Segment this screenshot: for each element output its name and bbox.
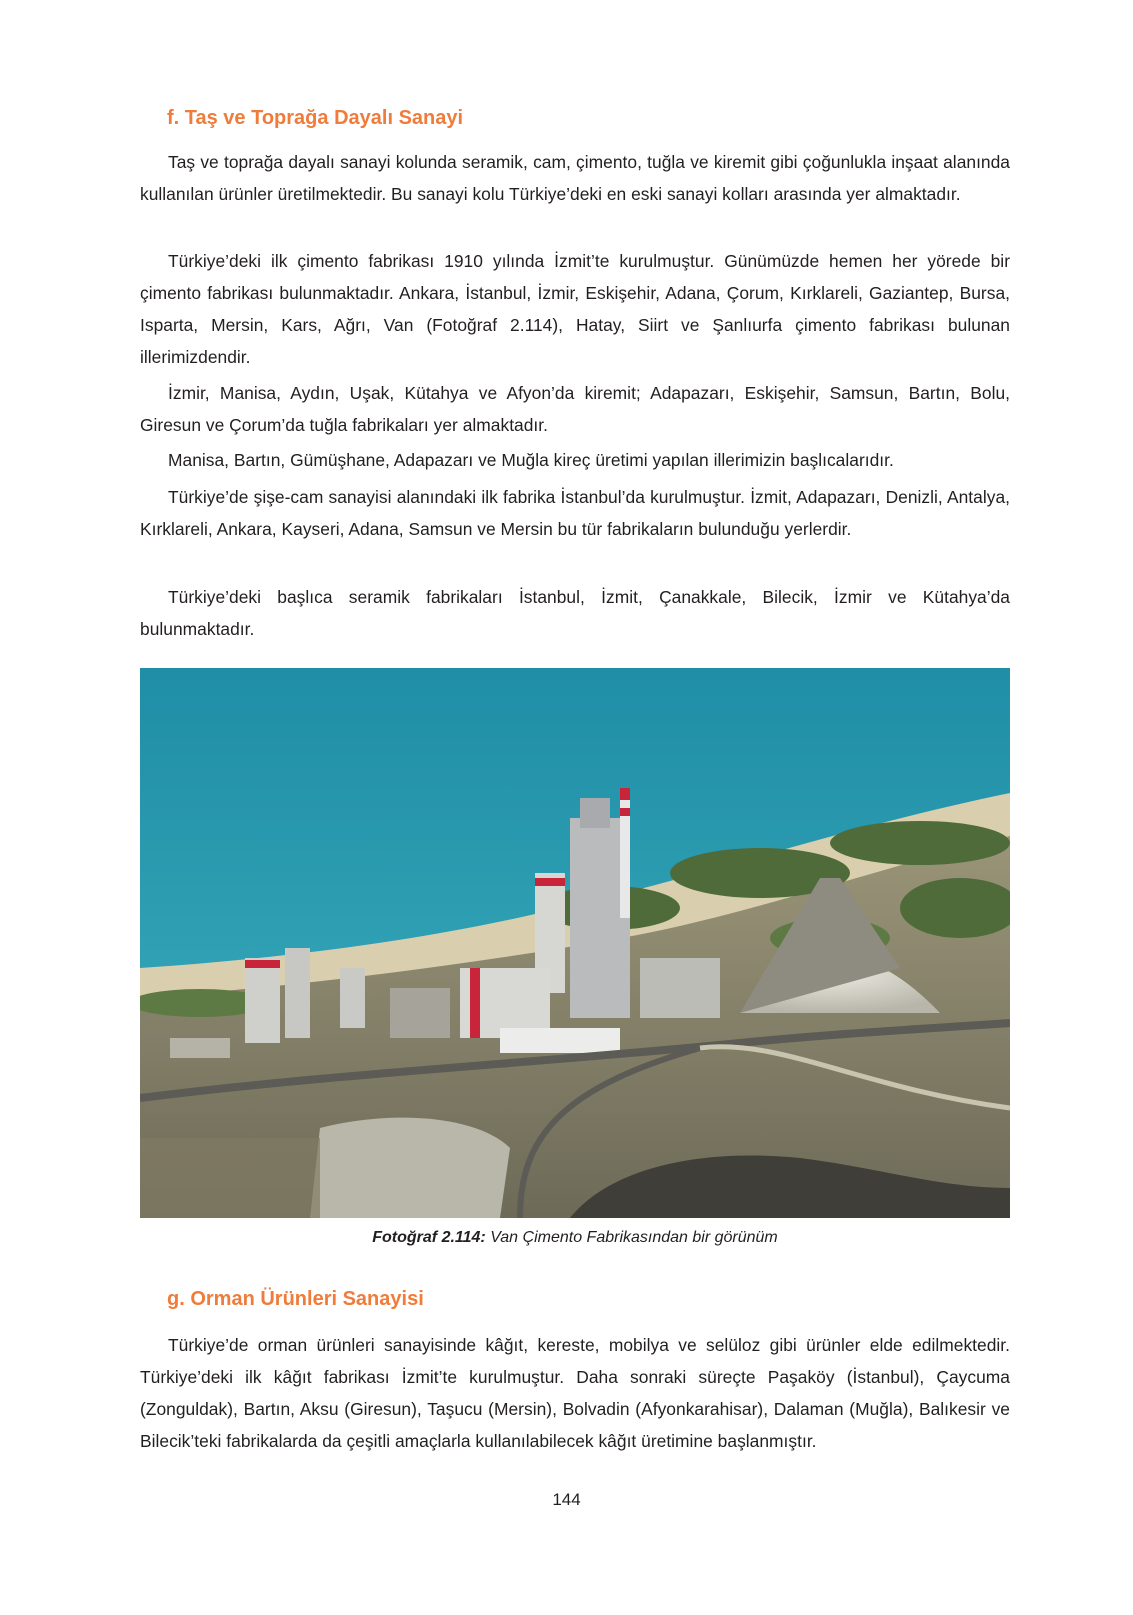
- section-f-paragraph-3: İzmir, Manisa, Aydın, Uşak, Kütahya ve Afyon’da kiremit; Adapazarı, Eskişehir, Samsun, Bartın, Bolu, Giresun ve Çorum’da tuğla fabrikaları yer almaktadır.: [140, 383, 1010, 435]
- section-f-paragraph-2: Türkiye’deki ilk çimento fabrikası 1910 yılında İzmit’te kurulmuştur. Günümüzde hemen her yörede bir çimento fabrikası bulunmaktadır. Ankara, İstanbul, İzmir, Eskişehir, Adana, Çorum, Kırklareli, Gaziantep, Bursa, Isparta, Mersin, Kars, Ağrı, Van (Fotoğraf 2.114), Hatay, Siirt ve Şanlıurfa çimento fabrikası bulunan illerimizdendir.: [140, 251, 1010, 367]
- section-g-paragraph-1: Türkiye’de orman ürünleri sanayisinde kâğıt, kereste, mobilya ve selüloz gibi ürünler elde edilmektedir. Türkiye’deki ilk kâğıt fabrikası İzmit’te kurulmuştur. Daha sonraki süreçte Paşaköy (İstanbul), Çaycuma (Zonguldak), Bartın, Aksu (Giresun), Taşucu (Mersin), Bolvadin (Afyonkarahisar), Dalaman (Muğla), Balıkesir ve Bilecik’teki fabrikalarda da çeşitli amaçlarla kullanılabilecek kâğıt üretimine başlanmıştır.: [140, 1335, 1010, 1451]
- section-f-paragraph-6: Türkiye’deki başlıca seramik fabrikaları İstanbul, İzmit, Çanakkale, Bilecik, İzmir ve Kütahya’da bulunmaktadır.: [140, 587, 1010, 639]
- section-f-paragraph-1: Taş ve toprağa dayalı sanayi kolunda seramik, cam, çimento, tuğla ve kiremit gibi çoğunlukla inşaat alanında kullanılan ürünler üretilmektedir. Bu sanayi kolu Türkiye’deki en eski sanayi kolları arasında yer almaktadır.: [140, 152, 1010, 204]
- section-f-paragraph-5: Türkiye’de şişe-cam sanayisi alanındaki ilk fabrika İstanbul’da kurulmuştur. İzmit, Adapazarı, Denizli, Antalya, Kırklareli, Ankara, Kayseri, Adana, Samsun ve Mersin bu tür fabrikaların bulunduğu yerlerdir.: [140, 487, 1010, 539]
- section-f-heading: f. Taş ve Toprağa Dayalı Sanayi: [167, 107, 464, 129]
- caption-label: Fotoğraf 2.114:: [372, 1229, 486, 1246]
- quarry: [310, 1118, 510, 1218]
- page-number: 144: [552, 1490, 581, 1509]
- photo-caption: [140, 1229, 1010, 1247]
- section-f-paragraph-4: Manisa, Bartın, Gümüşhane, Adapazarı ve Muğla kireç üretimi yapılan illerimizin başlıcalarıdır.: [168, 450, 894, 470]
- cement-factory-photo: [140, 668, 1010, 1218]
- caption-text: Van Çimento Fabrikasından bir görünüm: [485, 1229, 778, 1246]
- section-g-heading: g. Orman Ürünleri Sanayisi: [167, 1288, 424, 1310]
- chimney-1: [620, 788, 630, 918]
